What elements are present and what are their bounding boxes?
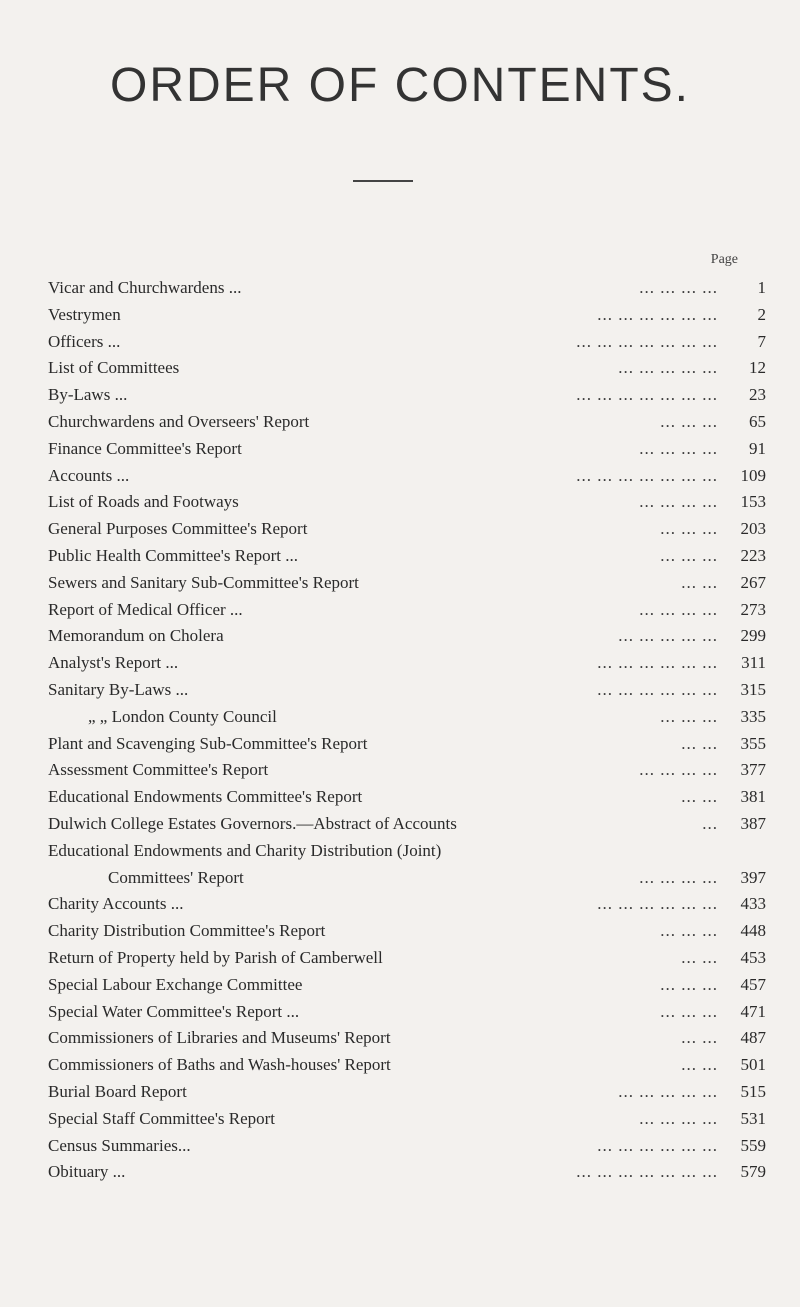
entry-title: Return of Property held by Parish of Camberwell bbox=[48, 947, 383, 967]
entry-leader-dots: ... ... ... ... ... ... ... bbox=[576, 385, 718, 405]
entry-page-number: 65 bbox=[749, 411, 766, 431]
entry-page-number: 7 bbox=[757, 331, 766, 351]
entry-page-number: 453 bbox=[740, 947, 766, 967]
entry-title: Sanitary By-Laws ... bbox=[48, 679, 189, 699]
entry-page-number: 377 bbox=[740, 760, 766, 780]
entry-title: Census Summaries... bbox=[48, 1135, 191, 1155]
entry-leader-dots: ... ... ... ... ... bbox=[618, 626, 718, 646]
entry-title: Analyst's Report ... bbox=[48, 653, 179, 673]
entry-page-number: 267 bbox=[740, 572, 766, 592]
entry-page-number: 315 bbox=[740, 679, 766, 699]
entry-title: Sewers and Sanitary Sub-Committee's Report bbox=[48, 572, 359, 592]
entry-title: Report of Medical Officer ... bbox=[48, 599, 243, 619]
contents-entry bbox=[48, 329, 766, 356]
entry-leader-dots: ... ... ... bbox=[660, 545, 718, 565]
contents-entry bbox=[48, 1133, 766, 1160]
entry-title: By-Laws ... bbox=[48, 385, 128, 405]
entry-title: Public Health Committee's Report ... bbox=[48, 545, 299, 565]
title-divider bbox=[353, 180, 413, 182]
entry-page-number: 448 bbox=[740, 921, 766, 941]
entry-title: „ „ London County Council bbox=[88, 706, 277, 726]
entry-leader-dots: ... ... ... bbox=[660, 519, 718, 539]
contents-entry bbox=[48, 945, 766, 972]
entry-title: Educational Endowments and Charity Distribution (Joint) bbox=[48, 840, 442, 860]
entry-leader-dots: ... ... ... ... bbox=[639, 760, 718, 780]
entry-leader-dots: ... bbox=[702, 813, 718, 833]
entry-page-number: 273 bbox=[740, 599, 766, 619]
entry-title: Charity Accounts ... bbox=[48, 894, 184, 914]
entry-page-number: 471 bbox=[740, 1001, 766, 1021]
entry-page-number: 91 bbox=[749, 438, 766, 458]
contents-entry bbox=[48, 275, 766, 302]
entry-leader-dots: ... ... bbox=[681, 947, 718, 967]
contents-entry bbox=[48, 1025, 766, 1052]
entry-title: Charity Distribution Committee's Report bbox=[48, 921, 326, 941]
entry-page-number: 335 bbox=[740, 706, 766, 726]
entry-leader-dots: ... ... ... ... bbox=[639, 438, 718, 458]
entry-title: Officers ... bbox=[48, 331, 121, 351]
contents-list bbox=[48, 275, 766, 1186]
contents-entry bbox=[48, 623, 766, 650]
contents-entry bbox=[48, 704, 766, 731]
entry-leader-dots: ... ... ... ... ... bbox=[618, 1081, 718, 1101]
contents-entry bbox=[48, 409, 766, 436]
entry-leader-dots: ... ... ... ... ... ... bbox=[597, 1135, 718, 1155]
entry-page-number: 23 bbox=[749, 385, 766, 405]
entry-title: Educational Endowments Committee's Report bbox=[48, 787, 363, 807]
entry-page-number: 559 bbox=[740, 1135, 766, 1155]
entry-title: Special Staff Committee's Report bbox=[48, 1108, 276, 1128]
contents-entry bbox=[48, 1079, 766, 1106]
entry-title: Commissioners of Libraries and Museums' Report bbox=[48, 1028, 391, 1048]
contents-entry bbox=[48, 865, 766, 892]
entry-leader-dots: ... ... ... ... ... ... bbox=[597, 304, 718, 324]
contents-entry bbox=[48, 972, 766, 999]
entry-title: Special Labour Exchange Committee bbox=[48, 974, 303, 994]
entry-title: Accounts ... bbox=[48, 465, 130, 485]
entry-leader-dots: ... ... ... ... ... ... bbox=[597, 679, 718, 699]
entry-page-number: 203 bbox=[740, 519, 766, 539]
entry-title: Plant and Scavenging Sub-Committee's Report bbox=[48, 733, 368, 753]
contents-entry bbox=[48, 570, 766, 597]
contents-entry bbox=[48, 838, 766, 865]
entry-title: Obituary ... bbox=[48, 1162, 126, 1182]
contents-entry bbox=[48, 1106, 766, 1133]
entry-page-number: 397 bbox=[740, 867, 766, 887]
entry-leader-dots: ... ... bbox=[681, 733, 718, 753]
entry-leader-dots: ... ... bbox=[681, 1055, 718, 1075]
entry-page-number: 109 bbox=[740, 465, 766, 485]
entry-leader-dots: ... ... ... bbox=[660, 706, 718, 726]
entry-leader-dots: ... ... ... ... ... bbox=[618, 358, 718, 378]
contents-entry bbox=[48, 463, 766, 490]
entry-leader-dots: ... ... bbox=[681, 787, 718, 807]
entry-title: Memorandum on Cholera bbox=[48, 626, 224, 646]
contents-entry bbox=[48, 891, 766, 918]
entry-title: Vestrymen bbox=[48, 304, 121, 324]
contents-entry bbox=[48, 302, 766, 329]
contents-entry bbox=[48, 382, 766, 409]
entry-title: Dulwich College Estates Governors.—Abstract of Accounts bbox=[48, 813, 457, 833]
entry-leader-dots: ... ... ... ... bbox=[639, 492, 718, 512]
entry-page-number: 501 bbox=[740, 1055, 766, 1075]
contents-entry bbox=[48, 757, 766, 784]
contents-entry bbox=[48, 811, 766, 838]
entry-leader-dots: ... ... ... bbox=[660, 974, 718, 994]
entry-title: Committees' Report bbox=[108, 867, 244, 887]
entry-leader-dots: ... ... ... ... bbox=[639, 278, 718, 297]
entry-page-number: 487 bbox=[740, 1028, 766, 1048]
contents-entry bbox=[48, 543, 766, 570]
contents-entry bbox=[48, 597, 766, 624]
entry-leader-dots: ... ... ... ... bbox=[639, 599, 718, 619]
entry-title: Commissioners of Baths and Wash-houses' Report bbox=[48, 1055, 391, 1075]
entry-title: List of Committees bbox=[48, 358, 180, 378]
contents-entry bbox=[48, 489, 766, 516]
entry-page-number: 515 bbox=[740, 1081, 766, 1101]
entry-title: Burial Board Report bbox=[48, 1081, 187, 1101]
entry-title: Vicar and Churchwardens ... bbox=[48, 278, 242, 297]
contents-entry bbox=[48, 784, 766, 811]
entry-page-number: 579 bbox=[740, 1162, 766, 1182]
entry-leader-dots: ... ... ... bbox=[660, 921, 718, 941]
entry-leader-dots: ... ... bbox=[681, 1028, 718, 1048]
entry-leader-dots: ... ... ... bbox=[660, 1001, 718, 1021]
entry-leader-dots: ... ... bbox=[681, 572, 718, 592]
entry-leader-dots: ... ... ... ... ... ... ... bbox=[576, 465, 718, 485]
contents-entry bbox=[48, 677, 766, 704]
entry-leader-dots: ... ... ... ... bbox=[639, 867, 718, 887]
entry-title: Assessment Committee's Report bbox=[48, 760, 269, 780]
contents-entry bbox=[48, 436, 766, 463]
entry-leader-dots: ... ... ... ... ... ... ... bbox=[576, 331, 718, 351]
entry-page-number: 311 bbox=[741, 653, 766, 673]
entry-page-number: 387 bbox=[740, 813, 766, 833]
page-column-header: Page bbox=[710, 252, 738, 267]
entry-page-number: 2 bbox=[757, 304, 766, 324]
entry-title: General Purposes Committee's Report bbox=[48, 519, 308, 539]
entry-page-number: 299 bbox=[740, 626, 766, 646]
entry-page-number: 381 bbox=[740, 787, 766, 807]
contents-entry bbox=[48, 918, 766, 945]
entry-leader-dots: ... ... ... ... ... ... bbox=[597, 894, 718, 914]
entry-title: List of Roads and Footways bbox=[48, 492, 239, 512]
entry-page-number: 531 bbox=[740, 1108, 766, 1128]
entry-title: Finance Committee's Report bbox=[48, 438, 242, 458]
contents-entry bbox=[48, 355, 766, 382]
contents-entry bbox=[48, 516, 766, 543]
entry-page-number: 457 bbox=[740, 974, 766, 994]
entry-page-number: 223 bbox=[740, 545, 766, 565]
entry-leader-dots: ... ... ... ... bbox=[639, 1108, 718, 1128]
entry-leader-dots: ... ... ... ... ... ... bbox=[597, 653, 718, 673]
contents-entry bbox=[48, 731, 766, 758]
entry-page-number: 1 bbox=[757, 278, 766, 297]
entry-title: Churchwardens and Overseers' Report bbox=[48, 411, 310, 431]
contents-entry bbox=[48, 1159, 766, 1186]
page-title: ORDER OF CONTENTS. bbox=[109, 59, 690, 112]
entry-leader-dots: ... ... ... bbox=[660, 411, 718, 431]
contents-entry bbox=[48, 650, 766, 677]
entry-page-number: 355 bbox=[740, 733, 766, 753]
contents-entry bbox=[48, 1052, 766, 1079]
entry-leader-dots: ... ... ... ... ... ... ... bbox=[576, 1162, 718, 1182]
entry-page-number: 12 bbox=[749, 358, 766, 378]
entry-page-number: 153 bbox=[740, 492, 766, 512]
contents-entry bbox=[48, 999, 766, 1026]
entry-page-number: 433 bbox=[740, 894, 766, 914]
entry-title: Special Water Committee's Report ... bbox=[48, 1001, 300, 1021]
